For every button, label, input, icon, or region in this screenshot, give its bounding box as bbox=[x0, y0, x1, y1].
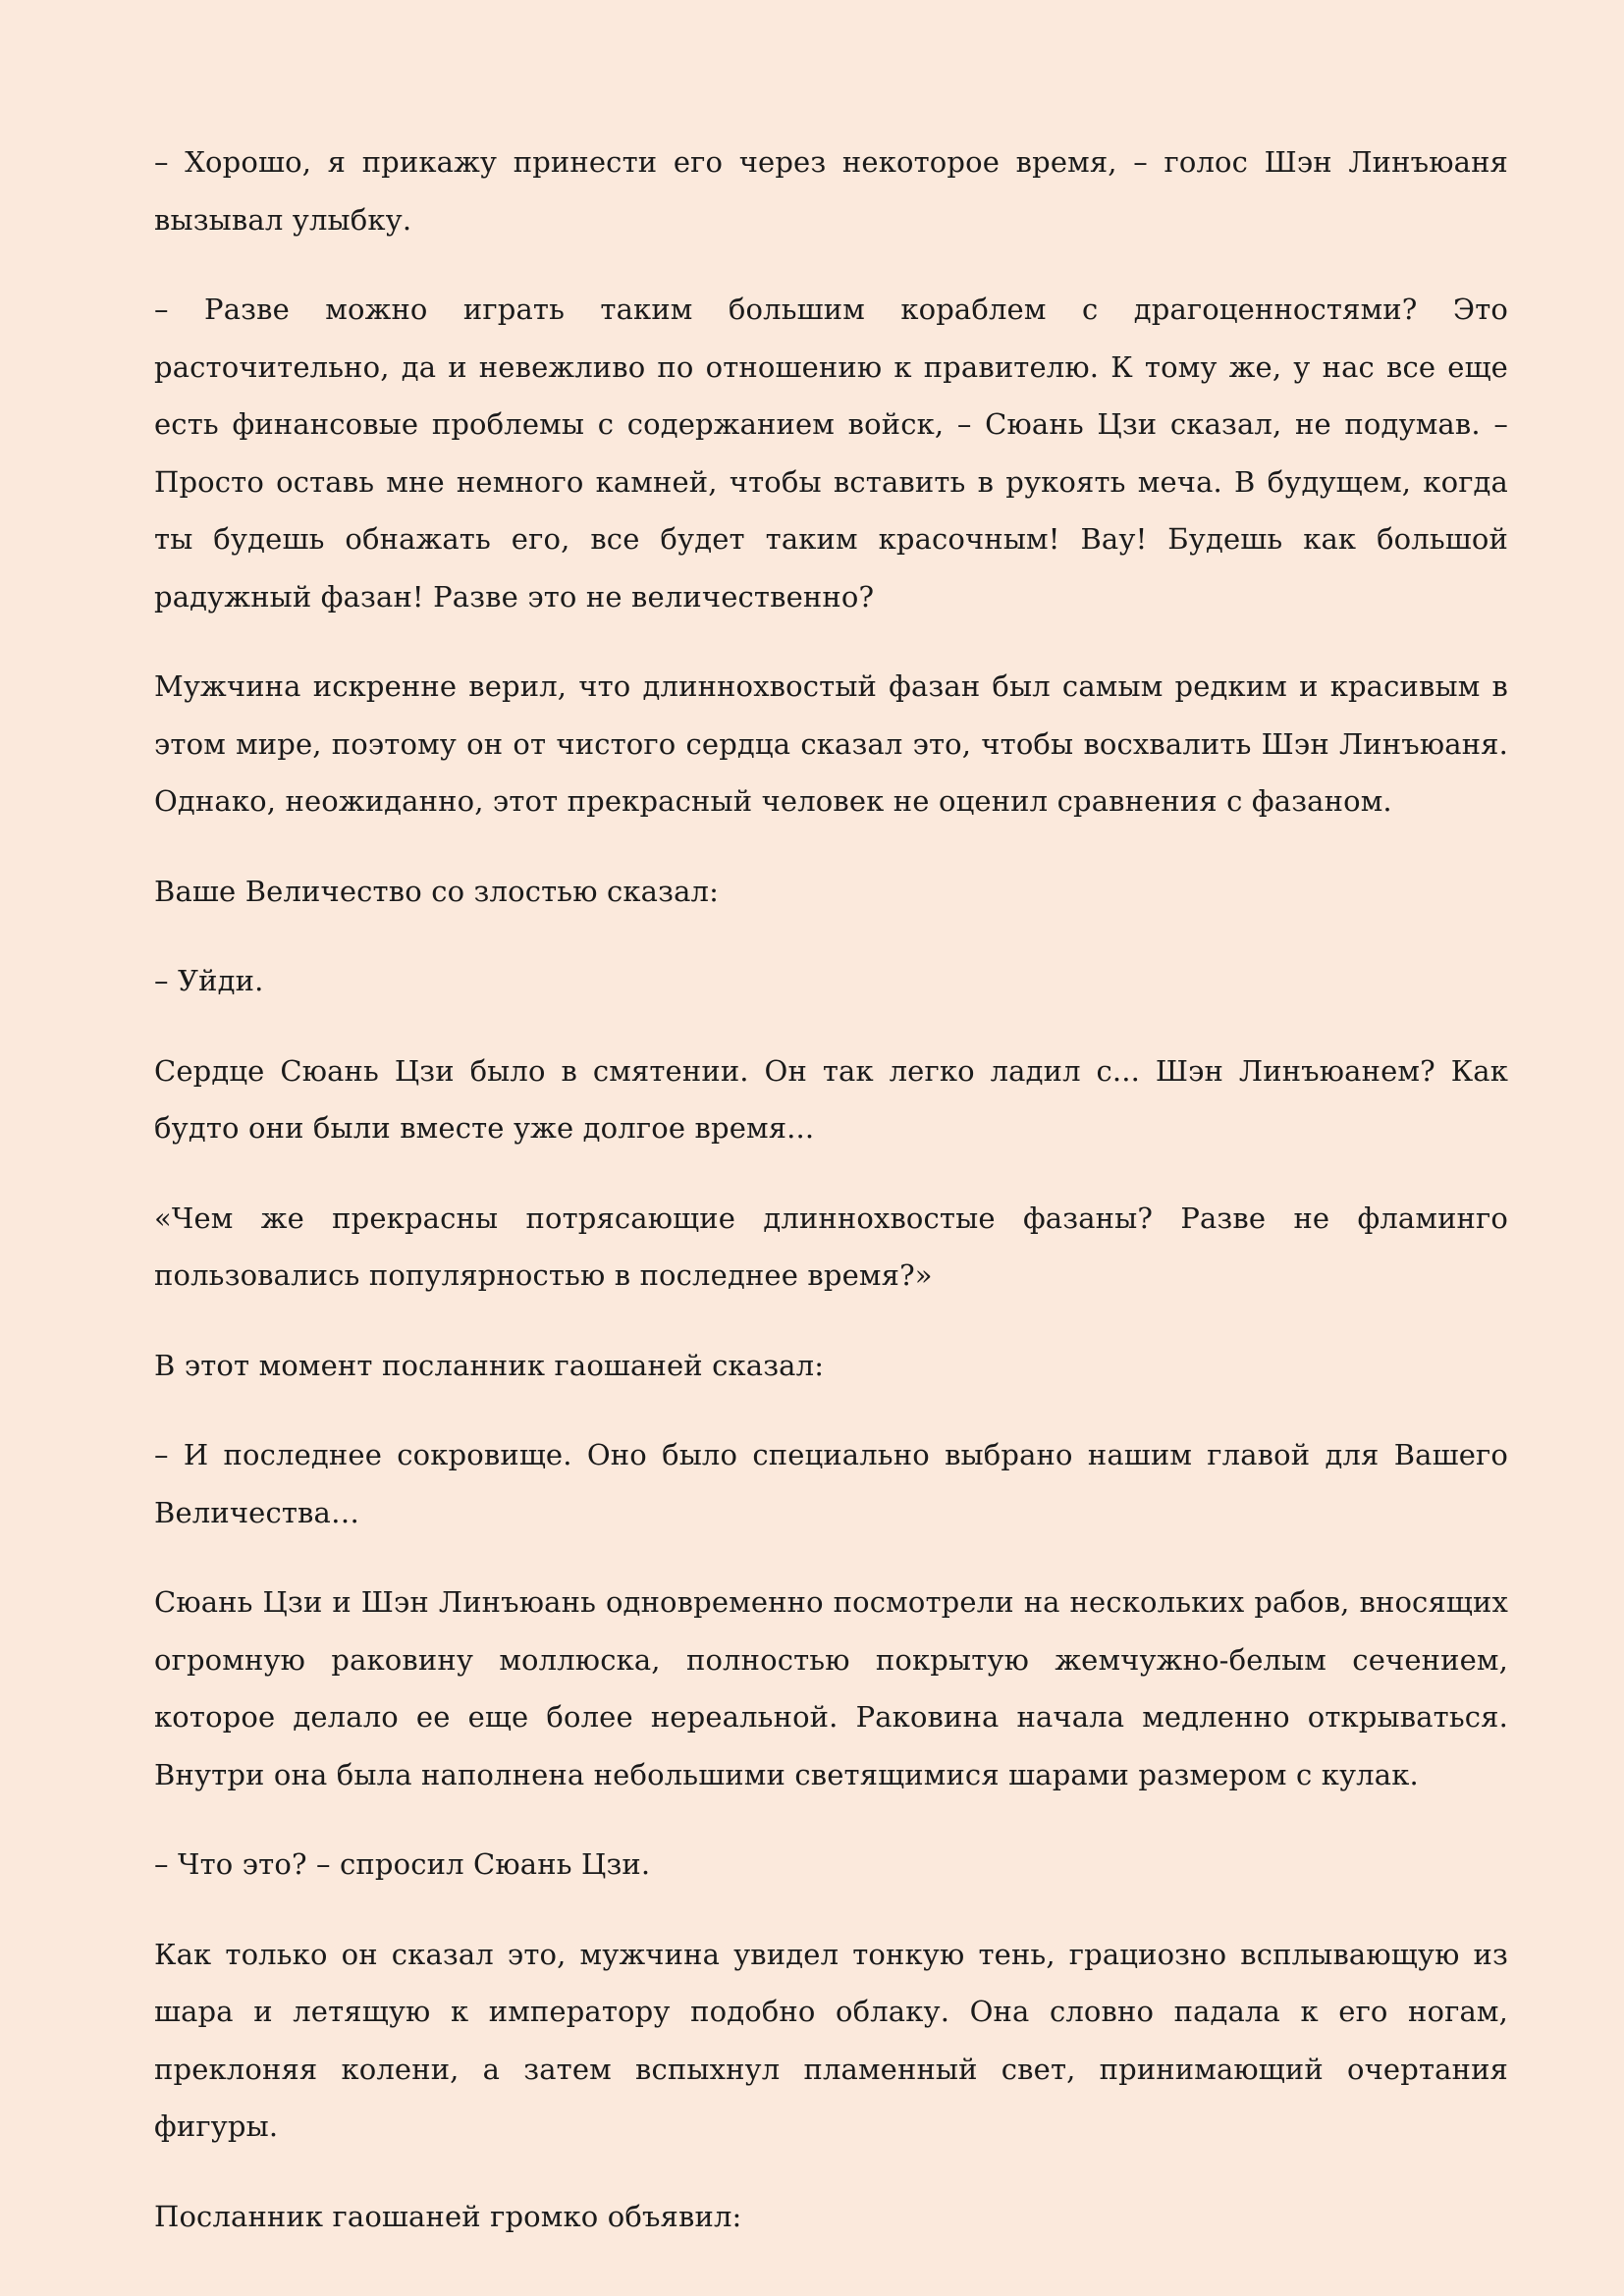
paragraph-7: «Чем же прекрасны потрясающие длиннохвостые фазаны? Разве не фламинго пользовались популярностью в последнее время?» bbox=[154, 1201, 1508, 1292]
paragraph-8: В этот момент посланник гаошаней сказал: bbox=[154, 1348, 825, 1382]
paragraph-11: – Что это? – спросил Сюань Цзи. bbox=[154, 1847, 651, 1881]
paragraph-3: Мужчина искренне верил, что длиннохвостый фазан был самым редким и красивым в этом мире, поэтому он от чистого сердца сказал это, чтобы восхвалить Шэн Линъюаня. Однако, неожиданно, этот прекрасный человек не оценил сравнения с фазаном. bbox=[154, 669, 1508, 818]
paragraph-1: – Хорошо, я прикажу принести его через некоторое время, – голос Шэн Линъюаня вызывал улыбку. bbox=[154, 145, 1508, 237]
paragraph-4: Ваше Величество со злостью сказал: bbox=[154, 874, 720, 908]
paragraph-2: – Разве можно играть таким большим кораблем с драгоценностями? Это расточительно, да и невежливо по отношению к правителю. К тому же, у нас все еще есть финансовые проблемы с содержанием войск, – Сюань Цзи сказал, не подумав. – Просто оставь мне немного камней, чтобы вставить в рукоять меча. В будущем, когда ты будешь обнажать его, все будет таким красочным! Вау! Будешь как большой радужный фазан! Разве это не величественно? bbox=[154, 293, 1508, 614]
paragraph-12: Как только он сказал это, мужчина увидел тонкую тень, грациозно всплывающую из шара и летящую к императору подобно облаку. Она словно падала к его ногам, преклоняя колени, а затем вспыхнул пламенный свет, принимающий очертания фигуры. bbox=[154, 1937, 1508, 2143]
paragraph-9: – И последнее сокровище. Оно было специально выбрано нашим главой для Вашего Величества… bbox=[154, 1438, 1508, 1529]
paragraph-5: – Уйди. bbox=[154, 964, 264, 997]
paragraph-10: Сюань Цзи и Шэн Линъюань одновременно посмотрели на нескольких рабов, вносящих огромную раковину моллюска, полностью покрытую жемчужно-белым сечением, которое делало ее еще более нереальной. Раковина начала медленно открываться. Внутри она была наполнена небольшими светящимися шарами размером с кулак. bbox=[154, 1585, 1508, 1791]
paragraph-6: Сердце Сюань Цзи было в смятении. Он так легко ладил с... Шэн Линъюанем? Как будто они были вместе уже долгое время... bbox=[154, 1053, 1508, 1145]
paragraph-13: Посланник гаошаней громко объявил: bbox=[154, 2199, 742, 2233]
